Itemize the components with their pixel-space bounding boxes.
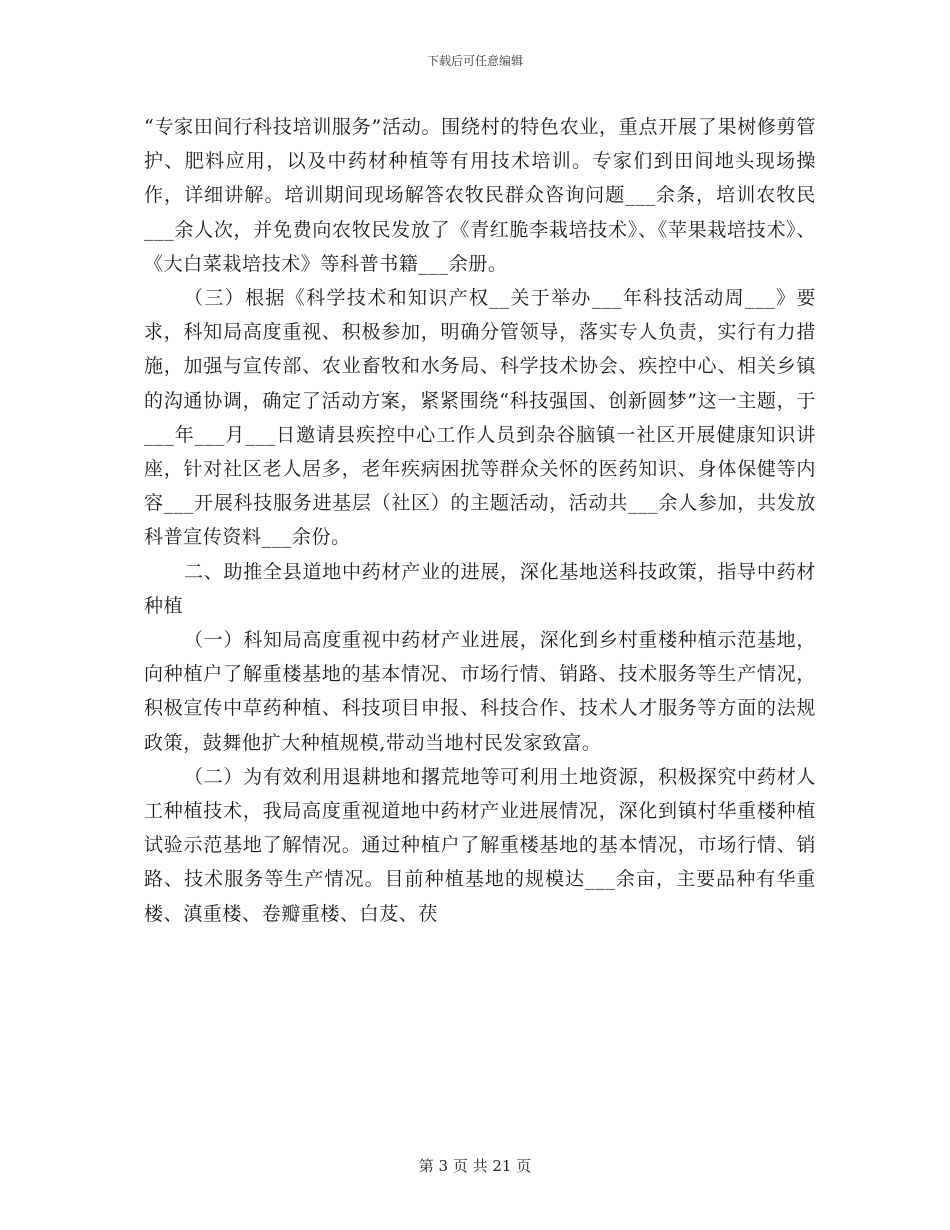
paragraph-tech-week: （三）根据《科学技术和知识产权__关于举办___年科技活动周___》要求，科知局高度重视、积极参加，明确分管领导，落实专人负责，实行有力措施，加强与宣传部、农业畜牧和水务局、科学技术协会、疾控中心、相关乡镇的沟通协调，确定了活动方案，紧紧围绕“科技强国、创新圆梦”这一主题，于___年___月___日邀请县疾控中心工作人员到杂谷脑镇一社区开展健康知识讲座，针对社区老人居多，老年疾病困扰等群众关怀的医药知识、身体保健等内容___开展科技服务进基层（社区）的主题活动，活动共___余人参加，共发放科普宣传资料___余份。 [144,287,816,549]
document-body [144,110,816,931]
paragraph-item-two: （二）为有效利用退耕地和撂荒地等可利用土地资源，积极探究中药材人工种植技术，我局高度重视道地中药材产业进展情况，深化到镇村华重楼种植试验示范基地了解情况。通过种植户了解重楼基地的基本情况，市场行情、销路、技术服务等生产情况。目前种植基地的规模达___余亩，主要品种有华重楼、滇重楼、卷瓣重楼、白芨、茯 [144,765,816,925]
section-heading-medicinal-herbs: 二、助推全县道地中药材产业的进展，深化基地送科技政策，指导中药材种植 [144,560,816,617]
paragraph-training-activity: “专家田间行科技培训服务”活动。围绕村的特色农业，重点开展了果树修剪管护、肥料应用，以及中药材种植等有用技术培训。专家们到田间地头现场操作，详细讲解。培训期间现场解答农牧民群众咨询问题___余条，培训农牧民___余人次，并免费向农牧民发放了《青红脆李栽培技术》、《苹果栽培技术》、《大白菜栽培技术》等科普书籍___余册。 [144,116,816,275]
paragraph-item-one: （一）科知局高度重视中药材产业进展，深化到乡村重楼种植示范基地，向种植户了解重楼基地的基本情况、市场行情、销路、技术服务等生产情况，积极宣传中草药种植、科技项目申报、科技合作、技术人才服务等方面的法规政策，鼓舞他扩大种植规模,带动当地村民发家致富。 [144,629,816,754]
page-number-footer: 第 3 页 共 21 页 [418,1157,532,1175]
page-header-note: 下载后可任意编辑 [426,54,523,68]
